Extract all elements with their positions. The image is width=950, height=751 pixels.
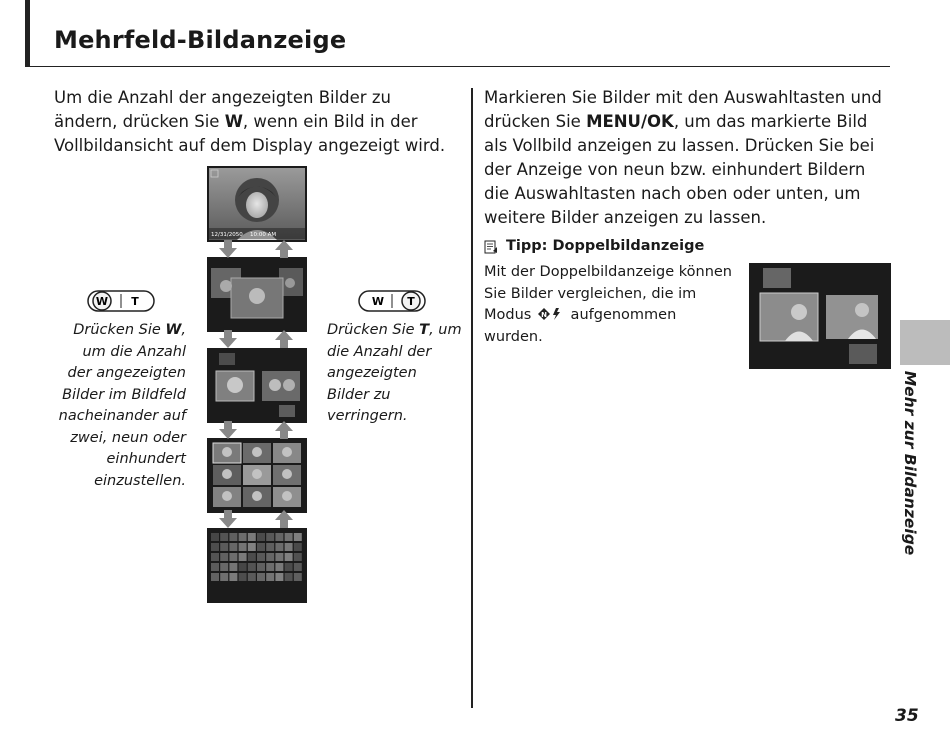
thumbnail (285, 543, 293, 551)
thumbnail (294, 553, 302, 561)
caption-t-text-2: , um die Anzahl der angezeigten Bilder zu verringern. (327, 322, 462, 424)
chapter-tab (900, 320, 950, 365)
screen-time: 10:00 AM (250, 232, 277, 238)
thumbnail (248, 563, 256, 571)
thumbnail (285, 563, 293, 571)
arrow-down-icon (219, 421, 237, 439)
tip-note-icon (484, 240, 498, 254)
thumbnail (220, 533, 228, 541)
thumbnail (211, 563, 219, 571)
thumbnail (229, 543, 237, 551)
caption-t-text-1: Drücken Sie (327, 322, 420, 338)
zoom-w-label: W (95, 295, 109, 308)
tip-body-text-1: Mit der Doppelbildanzeige können Sie Bilder vergleichen, die im Modus (484, 264, 733, 323)
left-intro-text-2: , wenn ein Bild in der Vollbildansicht auf dem Display angezeigt wird. (54, 112, 446, 155)
thumbnail (266, 533, 274, 541)
right-intro-text-1: Markieren Sie Bilder mit den Auswahltasten und drücken Sie (484, 88, 882, 131)
thumbnail (257, 543, 265, 551)
thumbnail (275, 553, 283, 561)
mode-flash-icon (536, 307, 566, 321)
thumbnail (266, 543, 274, 551)
thumbnail (211, 573, 219, 581)
thumbnail (239, 573, 247, 581)
svg-text:N: N (541, 311, 547, 319)
thumbnail (248, 553, 256, 561)
thumbnail (257, 533, 265, 541)
thumbnail (220, 573, 228, 581)
screen-date: 12/31/2050 (211, 232, 243, 238)
thumbnail (275, 573, 283, 581)
caption-w-text-1: Drücken Sie (73, 322, 166, 338)
thumbnail (257, 573, 265, 581)
screen-hundred-images (207, 528, 307, 603)
thumbnail (239, 553, 247, 561)
menu-ok-key-label: MENU/OK (586, 112, 674, 131)
thumbnail (266, 553, 274, 561)
thumbnail (275, 563, 283, 571)
zoom-t-label: T (131, 295, 139, 308)
screen-two-frame (207, 257, 307, 332)
thumbnail (229, 563, 237, 571)
thumbnail (229, 553, 237, 561)
screen-dual-image (749, 263, 891, 369)
thumbnail (239, 533, 247, 541)
page-number: 35 (895, 706, 919, 726)
thumbnail (239, 543, 247, 551)
arrow-down-icon (219, 240, 237, 258)
thumbnail (294, 543, 302, 551)
arrow-down-icon (219, 330, 237, 348)
thumbnail (294, 573, 302, 581)
thumbnail (294, 533, 302, 541)
caption-zoom-w (54, 320, 186, 492)
thumbnail (294, 563, 302, 571)
thumbnail (285, 573, 293, 581)
screen-two-images (207, 348, 307, 423)
chapter-tab-label: Mehr zur Bildanzeige (901, 370, 919, 556)
thumbnail (211, 553, 219, 561)
page-title: Mehrfeld-Bildanzeige (54, 26, 347, 54)
thumbnail (257, 563, 265, 571)
zoom-wt-button-icon (87, 290, 155, 312)
thumbnail (229, 533, 237, 541)
zoom-w-label: W (371, 295, 385, 308)
thumbnail (275, 543, 283, 551)
arrow-up-icon (275, 330, 293, 348)
thumbnail (248, 543, 256, 551)
w-key-label: W (224, 112, 243, 131)
thumbnail (211, 533, 219, 541)
screen-nine-images (207, 438, 307, 513)
thumbnail (285, 553, 293, 561)
tip-heading: Tipp: Doppelbildanzeige (506, 238, 705, 254)
zoom-wt-button-icon (358, 290, 426, 312)
screen-full-image (207, 166, 307, 242)
thumbnail (229, 573, 237, 581)
thumbnail (211, 543, 219, 551)
tip-body-text-2: aufgenommen wurden. (484, 307, 677, 345)
thumbnail (220, 543, 228, 551)
thumbnail (248, 533, 256, 541)
left-intro-text-1: Um die Anzahl der angezeigten Bilder zu ändern, drücken Sie (54, 88, 391, 131)
thumbnail (275, 533, 283, 541)
caption-t-key: T (419, 322, 430, 338)
tip-body (484, 262, 734, 348)
right-intro-paragraph (484, 86, 889, 230)
arrow-up-icon (275, 421, 293, 439)
right-intro-text-2: , um das markierte Bild als Vollbild anzeigen zu lassen. Drücken Sie bei der Anzeige von neun bzw. einhundert Bildern die Auswahltasten nach oben oder unten, um weitere Bilder anzeigen zu lassen. (484, 112, 875, 227)
thumbnail (220, 553, 228, 561)
thumbnail (285, 533, 293, 541)
thumbnail (220, 563, 228, 571)
arrow-up-icon (275, 240, 293, 258)
caption-w-key: W (165, 322, 182, 338)
thumbnail (266, 573, 274, 581)
caption-w-text-2: , um die Anzahl der angezeigten Bilder im Bildfeld nacheinander auf zwei, neun oder einhundert einzustellen. (58, 322, 186, 489)
zoom-t-label: T (407, 295, 415, 308)
thumbnail (266, 563, 274, 571)
thumbnail (257, 553, 265, 561)
caption-zoom-t (327, 320, 462, 428)
thumbnail (239, 563, 247, 571)
thumbnail (248, 573, 256, 581)
